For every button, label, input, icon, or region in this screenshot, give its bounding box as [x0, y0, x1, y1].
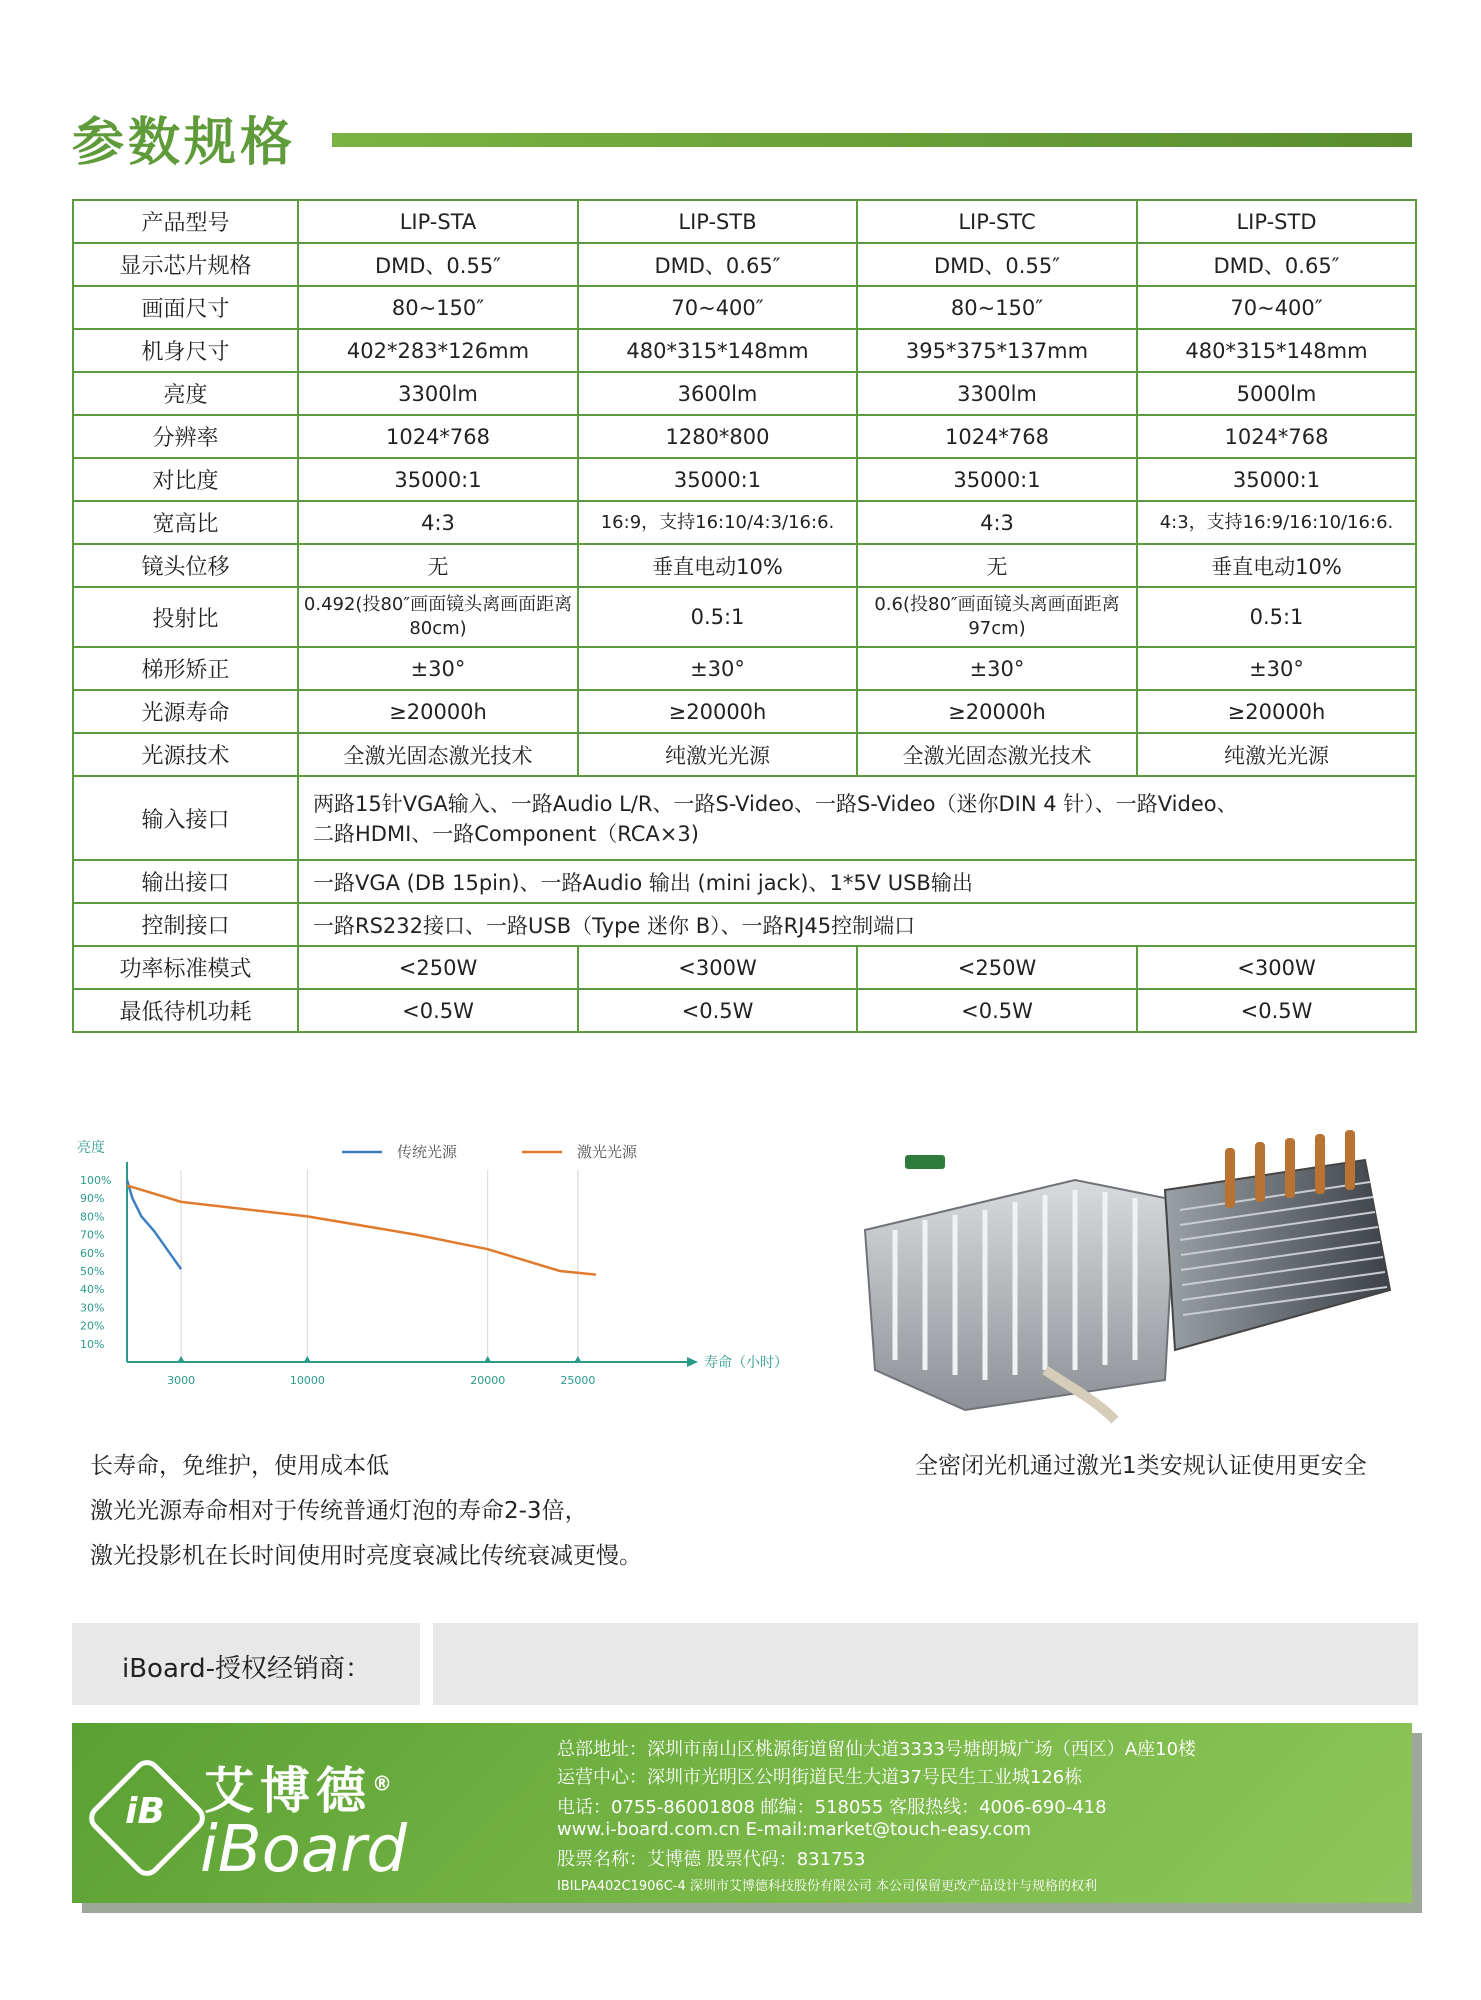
- spec-value: 4:3: [857, 501, 1137, 544]
- brightness-chart: [72, 1130, 788, 1390]
- spec-row: [73, 587, 1416, 647]
- spec-value: 80~150″: [298, 286, 578, 329]
- spec-value: 无: [857, 544, 1137, 587]
- spec-value: ≥20000h: [298, 690, 578, 733]
- spec-value: 纯激光光源: [578, 733, 857, 776]
- spec-row: [73, 690, 1416, 733]
- y-axis-label: 亮度: [77, 1140, 105, 1156]
- y-tick-label: 100%: [80, 1174, 112, 1187]
- spec-label: 输出接口: [73, 860, 298, 903]
- spec-value: 0.5:1: [1137, 587, 1416, 647]
- x-axis-label: 寿命（小时）: [704, 1355, 788, 1371]
- photo-caption: 全密闭光机通过激光1类安规认证使用更安全: [915, 1453, 1367, 1479]
- spec-label: 对比度: [73, 458, 298, 501]
- spec-row: [73, 415, 1416, 458]
- series-line: [127, 1185, 596, 1274]
- spec-label: 最低待机功耗: [73, 989, 298, 1032]
- spec-value: <0.5W: [578, 989, 857, 1032]
- spec-value: 395*375*137mm: [857, 329, 1137, 372]
- y-tick-label: 40%: [80, 1283, 105, 1297]
- spec-value: 35000:1: [857, 458, 1137, 501]
- spec-value: 35000:1: [578, 458, 857, 501]
- x-tick-label: 25000: [560, 1374, 596, 1387]
- spec-value: 纯激光光源: [1137, 733, 1416, 776]
- spec-label: 光源技术: [73, 733, 298, 776]
- x-tick-mark: [484, 1356, 492, 1363]
- spec-row: [73, 501, 1416, 544]
- footer-web: www.i-board.com.cn E-mail:market@touch-easy.com: [557, 1819, 1032, 1840]
- y-tick-label: 90%: [80, 1192, 105, 1206]
- spec-label: 输入接口: [73, 776, 298, 860]
- spec-value: 3300lm: [857, 372, 1137, 415]
- model-name: LIP-STA: [298, 200, 578, 243]
- spec-label: 控制接口: [73, 903, 298, 946]
- spec-value: 1024*768: [298, 415, 578, 458]
- y-tick-label: 60%: [80, 1246, 105, 1260]
- y-tick-label: 30%: [80, 1301, 105, 1315]
- spec-label: 画面尺寸: [73, 286, 298, 329]
- spec-label: 宽高比: [73, 501, 298, 544]
- spec-value: <300W: [1137, 946, 1416, 989]
- spec-label: 亮度: [73, 372, 298, 415]
- spec-row: [73, 647, 1416, 690]
- spec-value: 0.5:1: [578, 587, 857, 647]
- spec-wide-row: [73, 776, 1416, 860]
- spec-wide-row: [73, 903, 1416, 946]
- spec-value: DMD、0.65″: [578, 243, 857, 286]
- para-1: 长寿命，免维护，使用成本低: [90, 1453, 389, 1479]
- spec-value: ±30°: [298, 647, 578, 690]
- model-name: LIP-STB: [578, 200, 857, 243]
- model-name: LIP-STC: [857, 200, 1137, 243]
- spec-value: 垂直电动10%: [578, 544, 857, 587]
- title-bar: [332, 133, 1412, 147]
- spec-value: 35000:1: [298, 458, 578, 501]
- spec-value: DMD、0.55″: [298, 243, 578, 286]
- spec-wide-line: 两路15针VGA输入、一路Audio L/R、一路S-Video、一路S-Video（迷你DIN 4 针）、一路Video、: [313, 792, 1238, 816]
- spec-value: 无: [298, 544, 578, 587]
- spec-value: ±30°: [1137, 647, 1416, 690]
- spec-value: ≥20000h: [1137, 690, 1416, 733]
- spec-value: DMD、0.65″: [1137, 243, 1416, 286]
- spec-value: 0.6(投80″画面镜头离画面距离97cm): [857, 587, 1137, 647]
- spec-wide-value: [298, 903, 1416, 946]
- spec-value: 70~400″: [578, 286, 857, 329]
- section-title: 参数规格: [72, 113, 297, 173]
- logo-cn-text: 艾博德: [204, 1762, 372, 1820]
- spec-row: [73, 286, 1416, 329]
- spec-row: [73, 458, 1416, 501]
- y-tick-label: 70%: [80, 1228, 105, 1242]
- spec-value: 4:3: [298, 501, 578, 544]
- x-tick-mark: [303, 1356, 311, 1363]
- spec-table: [72, 199, 1417, 1033]
- spec-header-row: [73, 200, 1416, 243]
- spec-value: <0.5W: [1137, 989, 1416, 1032]
- model-name: LIP-STD: [1137, 200, 1416, 243]
- spec-value: 1024*768: [857, 415, 1137, 458]
- spec-wide-value: [298, 776, 1416, 860]
- spec-header-label: 产品型号: [73, 200, 298, 243]
- spec-label: 分辨率: [73, 415, 298, 458]
- spec-row: [73, 946, 1416, 989]
- x-tick-mark: [177, 1356, 185, 1363]
- spec-value: <0.5W: [857, 989, 1137, 1032]
- para-2: 激光光源寿命相对于传统普通灯泡的寿命2-3倍，: [90, 1498, 588, 1524]
- spec-row: [73, 733, 1416, 776]
- x-tick-label: 3000: [167, 1374, 196, 1387]
- spec-row: [73, 372, 1416, 415]
- spec-value: 80~150″: [857, 286, 1137, 329]
- spec-value: <250W: [298, 946, 578, 989]
- dealer-info-box: [433, 1623, 1418, 1705]
- spec-value: 3600lm: [578, 372, 857, 415]
- spec-row: [73, 544, 1416, 587]
- x-tick-mark: [574, 1356, 582, 1363]
- spec-value: 5000lm: [1137, 372, 1416, 415]
- dealer-label-box: [72, 1623, 420, 1705]
- spec-value: 480*315*148mm: [1137, 329, 1416, 372]
- spec-value: 16:9，支持16:10/4:3/16:6.: [578, 501, 857, 544]
- x-tick-label: 10000: [289, 1374, 325, 1387]
- spec-value: 全激光固态激光技术: [857, 733, 1137, 776]
- spec-value: 全激光固态激光技术: [298, 733, 578, 776]
- spec-row: [73, 989, 1416, 1032]
- spec-label: 梯形矫正: [73, 647, 298, 690]
- spec-wide-row: [73, 860, 1416, 903]
- spec-value: ≥20000h: [857, 690, 1137, 733]
- spec-value: 402*283*126mm: [298, 329, 578, 372]
- x-tick-label: 20000: [470, 1374, 506, 1387]
- y-tick-label: 20%: [80, 1319, 105, 1333]
- spec-label: 镜头位移: [73, 544, 298, 587]
- spec-value: 35000:1: [1137, 458, 1416, 501]
- spec-label: 投射比: [73, 587, 298, 647]
- logo-english: iBoard: [200, 1813, 407, 1887]
- spec-value: DMD、0.55″: [857, 243, 1137, 286]
- spec-value: 480*315*148mm: [578, 329, 857, 372]
- reg-mark: ®: [372, 1771, 398, 1796]
- spec-value: 4:3，支持16:9/16:10/16:6.: [1137, 501, 1416, 544]
- spec-value: <250W: [857, 946, 1137, 989]
- spec-label: 光源寿命: [73, 690, 298, 733]
- spec-label: 功率标准模式: [73, 946, 298, 989]
- footer-ops-center: 运营中心：深圳市光明区公明街道民生大道37号民生工业城126栋: [557, 1767, 1083, 1788]
- laser-engine-photo: [845, 1120, 1415, 1420]
- x-axis-arrow: [687, 1357, 698, 1367]
- spec-label: 显示芯片规格: [73, 243, 298, 286]
- spec-value: ±30°: [857, 647, 1137, 690]
- spec-wide-line: 二路HDMI、一路Component（RCA×3): [313, 822, 699, 846]
- footer-address: 总部地址：深圳市南山区桃源街道留仙大道3333号塘朗城广场（西区）A座10楼: [557, 1739, 1197, 1760]
- y-tick-label: 50%: [80, 1265, 105, 1278]
- footer-banner: [72, 1723, 1412, 1903]
- spec-row: [73, 243, 1416, 286]
- spec-value: <300W: [578, 946, 857, 989]
- spec-wide-value: [298, 860, 1416, 903]
- spec-value: 1024*768: [1137, 415, 1416, 458]
- legend-label: 激光光源: [577, 1143, 638, 1161]
- spec-value: ±30°: [578, 647, 857, 690]
- spec-value: <0.5W: [298, 989, 578, 1032]
- spec-value: 0.492(投80″画面镜头离画面距离80cm): [298, 587, 578, 647]
- spec-value: ≥20000h: [578, 690, 857, 733]
- legend-label: 传统光源: [397, 1143, 458, 1161]
- y-tick-label: 10%: [80, 1337, 105, 1351]
- footer-phone: 电话：0755-86001808 邮编：518055 客服热线：4006-690-418: [557, 1797, 1107, 1818]
- y-tick-label: 80%: [80, 1210, 105, 1224]
- spec-value: 3300lm: [298, 372, 578, 415]
- spec-value: 70~400″: [1137, 286, 1416, 329]
- spec-label: 机身尺寸: [73, 329, 298, 372]
- spec-wide-line: 一路RS232接口、一路USB（Type 迷你 B）、一路RJ45控制端口: [313, 913, 916, 938]
- footer-stock: 股票名称：艾博德 股票代码：831753: [557, 1849, 866, 1870]
- logo-badge-text: iB: [125, 1791, 165, 1832]
- spec-wide-line: 一路VGA (DB 15pin)、一路Audio 输出 (mini jack)、1*5V USB输出: [313, 870, 973, 895]
- para-3: 激光投影机在长时间使用时亮度衰减比传统衰减更慢。: [90, 1543, 642, 1569]
- spec-value: 1280*800: [578, 415, 857, 458]
- spec-value: 垂直电动10%: [1137, 544, 1416, 587]
- dealer-label: iBoard-授权经销商：: [122, 1654, 372, 1684]
- spec-row: [73, 329, 1416, 372]
- footer-fineprint: IBILPA402C1906C-4 深圳市艾博德科技股份有限公司 本公司保留更改产品设计与规格的权利: [557, 1879, 1098, 1894]
